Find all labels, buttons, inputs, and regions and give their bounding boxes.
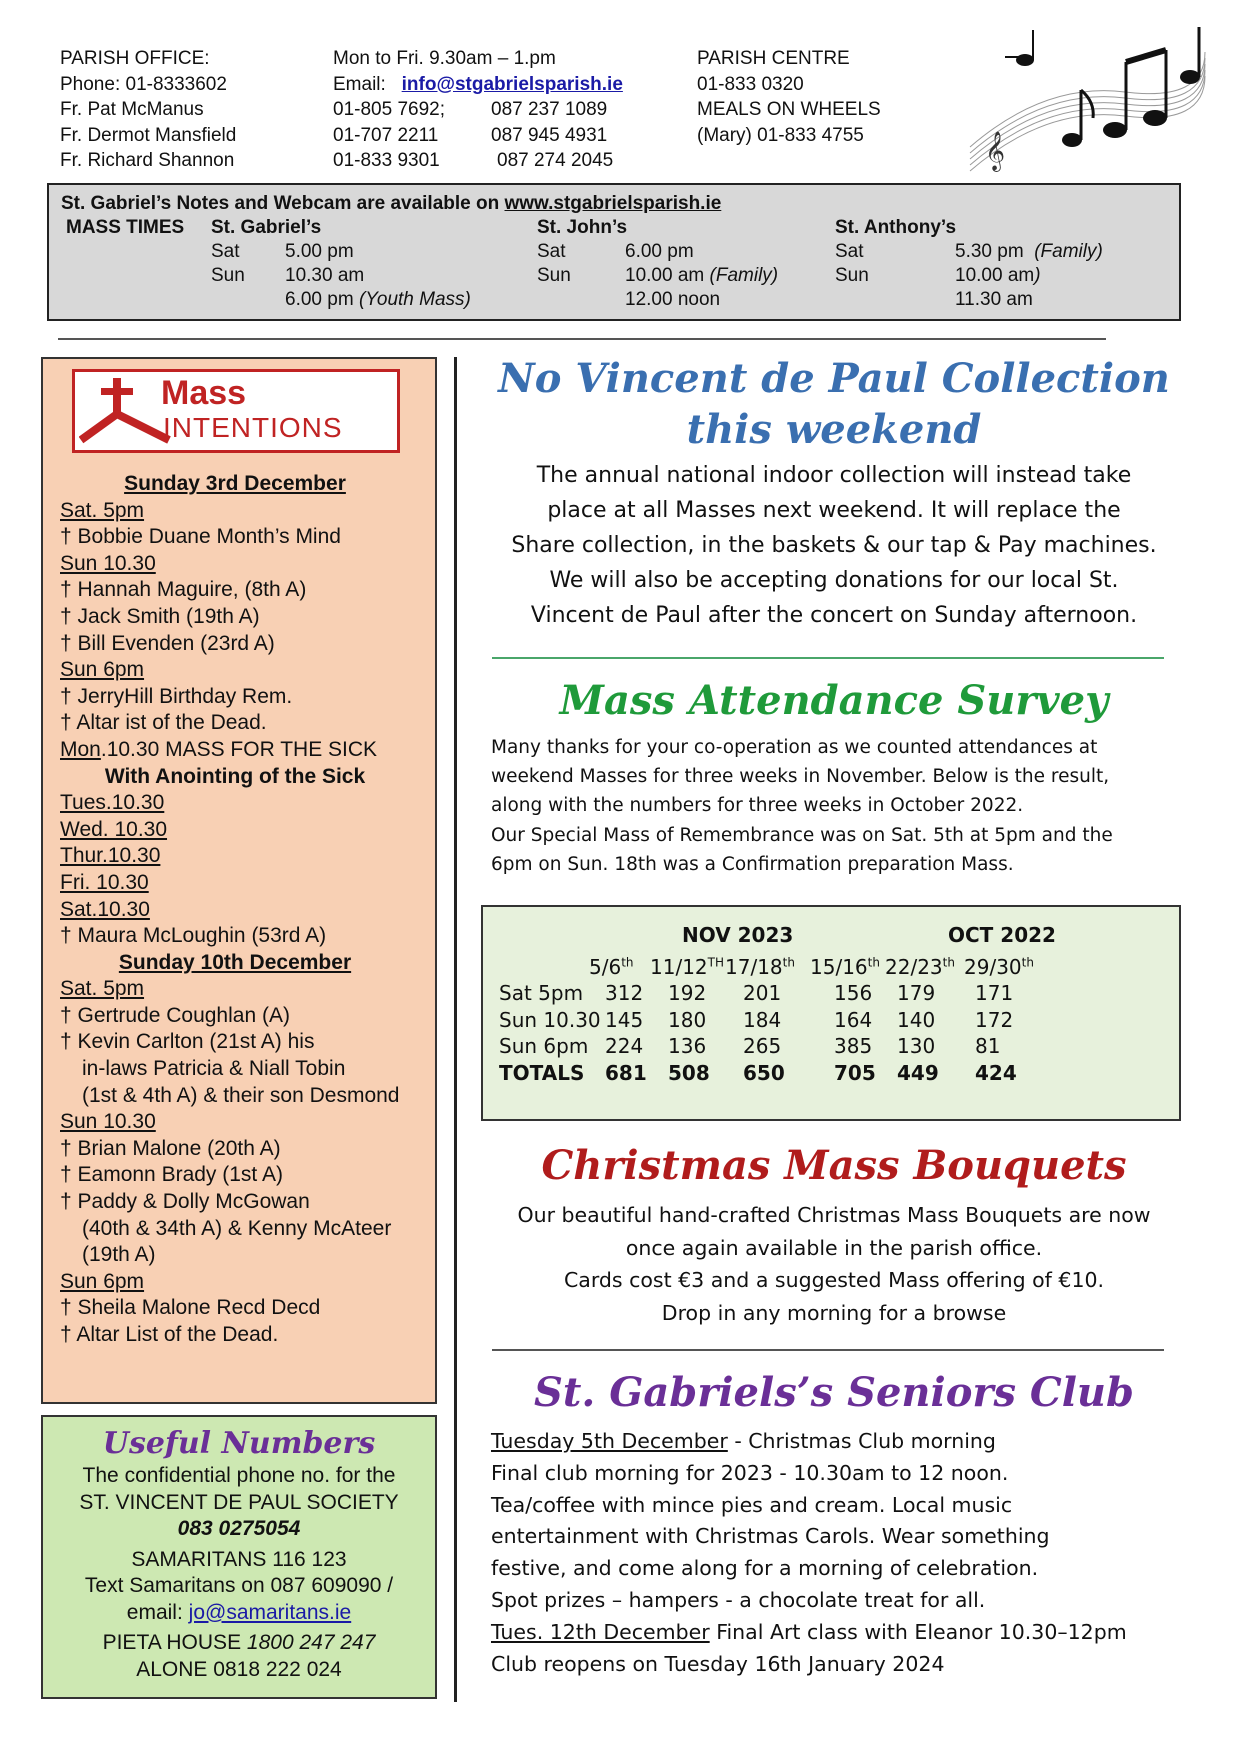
samaritans-line: SAMARITANS 116 123 xyxy=(131,1547,347,1571)
mass-time: 10.30 am xyxy=(285,265,365,286)
survey-line: Our Special Mass of Remembrance was on Sat. 5th at 5pm and the xyxy=(491,824,1113,846)
table-cell: 136 xyxy=(668,1034,707,1058)
svp-line: Share collection, in the baskets & our tap & Pay machines. xyxy=(511,533,1157,558)
intentions-mass-time: Sun 6pm xyxy=(60,658,145,682)
priest-mobile: 087 274 2045 xyxy=(497,150,614,171)
priest-phone: 01-833 9301 xyxy=(333,150,440,171)
mass-day: Sat xyxy=(537,241,566,262)
email-label: email: xyxy=(126,1600,183,1624)
intentions-mass-time: Wed. 10.30 xyxy=(60,817,168,841)
event-date: Tuesday 5th December xyxy=(491,1429,728,1453)
intentions-mass-time: Sat. 5pm xyxy=(60,498,145,522)
svp-title-line: this weekend xyxy=(686,406,982,453)
intentions-date-heading: Sunday 3rd December xyxy=(124,472,346,495)
mass-time: 10.00 am xyxy=(625,265,705,286)
table-cell: 140 xyxy=(897,1007,936,1032)
intentions-entry: † Kevin Carlton (21st A) his xyxy=(60,1030,315,1054)
table-cell: 179 xyxy=(897,981,936,1005)
svp-title xyxy=(478,353,1190,455)
church-name: St. Anthony’s xyxy=(835,217,957,238)
table-cell: 265 xyxy=(743,1034,782,1058)
office-hours: Mon to Fri. 9.30am – 1.pm xyxy=(333,48,556,69)
event-text: - Christmas Club morning xyxy=(727,1429,996,1453)
table-column-header: 22/23th xyxy=(885,955,955,979)
intentions-mass-time: Tues.10.30 xyxy=(60,791,165,815)
intentions-entry: † Hannah Maguire, (8th A) xyxy=(60,578,307,602)
intentions-entry: † Altar List of the Dead. xyxy=(60,1323,279,1346)
music-notes-icon xyxy=(965,22,1210,182)
event-text: Final Art class with Eleanor 10.30–12pm xyxy=(709,1619,1127,1644)
samaritans-email-link[interactable]: jo@samaritans.ie xyxy=(188,1600,352,1624)
bouquets-line: Our beautiful hand-crafted Christmas Mass Bouquets are now xyxy=(517,1203,1151,1227)
intentions-mass-time: Sun 10.30 xyxy=(60,1110,156,1134)
intentions-mass-time: Fri. 10.30 xyxy=(60,870,149,894)
bouquets-line: Drop in any morning for a browse xyxy=(661,1300,1007,1325)
mass-intentions-panel xyxy=(41,357,437,1404)
parish-email-link[interactable]: info@stgabrielsparish.ie xyxy=(401,73,623,95)
parish-office-block xyxy=(60,46,236,174)
intentions-date-heading: Sunday 10th December xyxy=(118,950,352,974)
priest-name: Fr. Pat McManus xyxy=(60,99,204,120)
church-name: St. Gabriel’s xyxy=(211,217,322,238)
table-cell: 385 xyxy=(834,1034,873,1058)
table-row-label: Sun 6pm xyxy=(499,1034,589,1058)
svg-text:𝄞: 𝄞 xyxy=(985,131,1006,171)
table-group-header: NOV 2023 xyxy=(682,923,794,947)
svp-line: The annual national indoor collection will instead take xyxy=(536,463,1132,488)
meals-phone: (Mary) 01-833 4755 xyxy=(697,124,864,146)
intentions-entry: † Maura McLoughin (53rd A) xyxy=(60,924,327,948)
table-cell: 156 xyxy=(834,981,873,1005)
priest-phone: 01-707 2211 xyxy=(333,124,439,146)
section-divider xyxy=(492,1349,1164,1351)
mass-time: 6.00 pm xyxy=(625,241,694,262)
table-cell: 184 xyxy=(743,1007,782,1032)
mass-note: (Youth Mass) xyxy=(358,289,471,310)
table-cell: 681 xyxy=(605,1060,647,1085)
mass-intentions-logo xyxy=(72,369,400,453)
survey-title: Mass Attendance Survey xyxy=(559,677,1109,724)
seniors-line: Spot prizes – hampers - a chocolate treat for all. xyxy=(491,1587,986,1612)
intentions-entry xyxy=(60,737,430,764)
survey-body xyxy=(491,733,1113,879)
mass-times-label: MASS TIMES xyxy=(66,217,185,238)
table-cell: 705 xyxy=(834,1060,876,1085)
intentions-mass-time: Sat.10.30 xyxy=(60,897,150,921)
email-label: Email: xyxy=(333,73,386,95)
intentions-mass-time: Sun 6pm xyxy=(60,1269,145,1293)
table-cell: 130 xyxy=(897,1034,936,1058)
meals-label: MEALS ON WHEELS xyxy=(697,99,881,120)
pieta-phone: 1800 247 247 xyxy=(246,1631,376,1654)
intentions-day: Mon xyxy=(60,737,101,761)
intentions-entry: † Brian Malone (20th A) xyxy=(60,1136,281,1160)
table-cell: 192 xyxy=(668,981,707,1005)
seniors-title: St. Gabriels’s Seniors Club xyxy=(534,1369,1134,1416)
intentions-entry: † Eamonn Brady (1st A) xyxy=(60,1163,283,1187)
church-name: St. John’s xyxy=(537,217,628,238)
intentions-entry: † Gertrude Coughlan (A) xyxy=(60,1003,290,1027)
centre-block xyxy=(697,46,881,148)
intentions-entry: † Bobbie Duane Month’s Mind xyxy=(60,525,341,549)
priest-name: Fr. Dermot Mansfield xyxy=(60,124,237,146)
website-link[interactable]: www.stgabrielsparish.ie xyxy=(504,193,722,214)
intentions-entry: (19th A) xyxy=(82,1243,156,1267)
mass-day: Sun xyxy=(537,265,571,286)
bouquets-line: once again available in the parish office. xyxy=(625,1235,1043,1260)
attendance-table xyxy=(481,905,1181,1121)
mass-time: 12.00 noon xyxy=(625,289,721,310)
mass-day: Sun xyxy=(211,265,245,286)
table-cell: 312 xyxy=(605,981,644,1005)
divider xyxy=(58,338,1106,340)
svp-line: Vincent de Paul after the concert on Sunday afternoon. xyxy=(530,603,1138,628)
table-column-header: 29/30th xyxy=(964,955,1034,979)
column-divider xyxy=(454,357,457,1702)
intentions-entry: † Jack Smith (19th A) xyxy=(60,604,260,628)
table-column-header: 17/18th xyxy=(725,955,795,979)
mass-time: 5.30 pm xyxy=(955,241,1024,262)
event-date: Tues. 12th December xyxy=(491,1619,710,1644)
mass-time: 11.30 am xyxy=(955,289,1033,310)
section-divider xyxy=(492,657,1164,659)
table-cell: 164 xyxy=(834,1007,873,1032)
intentions-entry: in-laws Patricia & Niall Tobin xyxy=(82,1057,346,1081)
mass-time: 6.00 pm xyxy=(285,289,354,310)
mass-note: ) xyxy=(1034,265,1041,286)
centre-phone: 01-833 0320 xyxy=(697,73,804,95)
table-column-header: 5/6th xyxy=(589,955,634,979)
mass-day: Sat xyxy=(211,241,240,262)
table-cell: 172 xyxy=(975,1007,1014,1032)
mass-time: 10.00 am xyxy=(955,265,1035,286)
intentions-entry-text: .10.30 MASS FOR THE SICK xyxy=(100,737,378,761)
contact-block xyxy=(333,46,623,174)
table-cell: 171 xyxy=(975,981,1014,1005)
seniors-line: festive, and come along for a morning of celebration. xyxy=(491,1556,1039,1581)
table-cell: 81 xyxy=(975,1034,1001,1058)
useful-numbers-title: Useful Numbers xyxy=(102,1426,376,1461)
table-cell: 449 xyxy=(897,1060,939,1085)
alone-line: ALONE 0818 222 024 xyxy=(136,1657,342,1681)
table-cell: 508 xyxy=(668,1060,710,1085)
svp-line: We will also be accepting donations for our local St. xyxy=(549,568,1119,593)
survey-line: 6pm on Sun. 18th was a Confirmation preparation Mass. xyxy=(491,853,1014,875)
intentions-mass-time: Sun 10.30 xyxy=(60,551,156,575)
mass-time: 5.00 pm xyxy=(285,241,354,262)
logo-word-mass: Mass xyxy=(161,374,247,412)
mass-times-box xyxy=(47,183,1181,321)
svp-title-line: No Vincent de Paul Collection xyxy=(498,355,1170,402)
office-phone: Phone: 01-8333602 xyxy=(60,73,227,95)
priest-phone: 01-805 7692; xyxy=(333,99,445,120)
intentions-entry: † Paddy & Dolly McGowan xyxy=(60,1190,310,1214)
intentions-mass-time: Thur.10.30 xyxy=(60,844,161,868)
table-cell: 224 xyxy=(605,1034,644,1058)
svp-line: place at all Masses next weekend. It will replace the xyxy=(547,498,1121,523)
survey-line: weekend Masses for three weeks in November. Below is the result, xyxy=(491,766,1110,788)
bouquets-line: Cards cost €3 and a suggested Mass offering of €10. xyxy=(563,1268,1105,1292)
table-cell: 201 xyxy=(743,981,782,1005)
intentions-entry: With Anointing of the Sick xyxy=(104,764,366,788)
table-cell: 145 xyxy=(605,1007,644,1032)
webcam-text: St. Gabriel’s Notes and Webcam are available on xyxy=(61,193,500,214)
table-cell: 650 xyxy=(743,1060,785,1085)
intentions-entry: † Bill Evenden (23rd A) xyxy=(60,631,275,655)
svp-society: ST. VINCENT DE PAUL SOCIETY xyxy=(79,1490,399,1514)
svp-body xyxy=(478,458,1190,633)
svp-line: The confidential phone no. for the xyxy=(82,1464,396,1487)
mass-note: (Family) xyxy=(1034,241,1103,262)
centre-label: PARISH CENTRE xyxy=(697,48,850,69)
intentions-entry: (40th & 34th A) & Kenny McAteer xyxy=(82,1216,392,1240)
table-row-label: Sun 10.30 xyxy=(499,1007,601,1032)
table-row-label: TOTALS xyxy=(499,1060,585,1085)
pieta-label: PIETA HOUSE xyxy=(102,1631,242,1654)
survey-line: along with the numbers for three weeks in October 2022. xyxy=(491,795,1024,817)
intentions-entry: † Altar ist of the Dead. xyxy=(60,711,267,735)
table-cell: 180 xyxy=(668,1007,707,1032)
intentions-entry: † JerryHill Birthday Rem. xyxy=(60,684,293,708)
mass-day: Sun xyxy=(835,265,869,286)
intentions-list xyxy=(60,471,430,1349)
office-label: PARISH OFFICE: xyxy=(60,48,210,69)
seniors-line: entertainment with Christmas Carols. Wear something xyxy=(491,1524,1050,1549)
table-column-header: 15/16th xyxy=(810,955,880,979)
survey-line: Many thanks for your co-operation as we counted attendances at xyxy=(491,737,1098,758)
svp-phone: 083 0275054 xyxy=(177,1517,301,1540)
seniors-line: Final club morning for 2023 - 10.30am to 12 noon. xyxy=(491,1460,1009,1485)
table-cell: 424 xyxy=(975,1060,1017,1085)
mass-note: (Family) xyxy=(709,265,779,286)
priest-mobile: 087 945 4931 xyxy=(491,124,608,146)
table-column-header: 11/12TH xyxy=(650,955,724,979)
table-group-header: OCT 2022 xyxy=(948,923,1056,947)
seniors-body xyxy=(491,1426,1127,1680)
seniors-line: Club reopens on Tuesday 16th January 2024 xyxy=(491,1651,945,1676)
useful-numbers-panel xyxy=(41,1415,437,1699)
bouquets-title: Christmas Mass Bouquets xyxy=(541,1142,1127,1189)
intentions-entry: † Sheila Malone Recd Decd xyxy=(60,1296,321,1320)
logo-word-intentions: INTENTIONS xyxy=(163,412,343,443)
priest-name: Fr. Richard Shannon xyxy=(60,150,235,171)
seniors-line: Tea/coffee with mince pies and cream. Local music xyxy=(491,1492,1013,1517)
mass-day: Sat xyxy=(835,241,864,262)
intentions-mass-time: Sat. 5pm xyxy=(60,977,145,1001)
table-row-label: Sat 5pm xyxy=(499,981,584,1005)
intentions-entry: (1st & 4th A) & their son Desmond xyxy=(82,1083,400,1107)
cross-icon xyxy=(79,374,173,448)
samaritans-text-line: Text Samaritans on 087 609090 / xyxy=(84,1574,394,1597)
bouquets-body xyxy=(478,1199,1190,1329)
priest-mobile: 087 237 1089 xyxy=(491,99,608,120)
